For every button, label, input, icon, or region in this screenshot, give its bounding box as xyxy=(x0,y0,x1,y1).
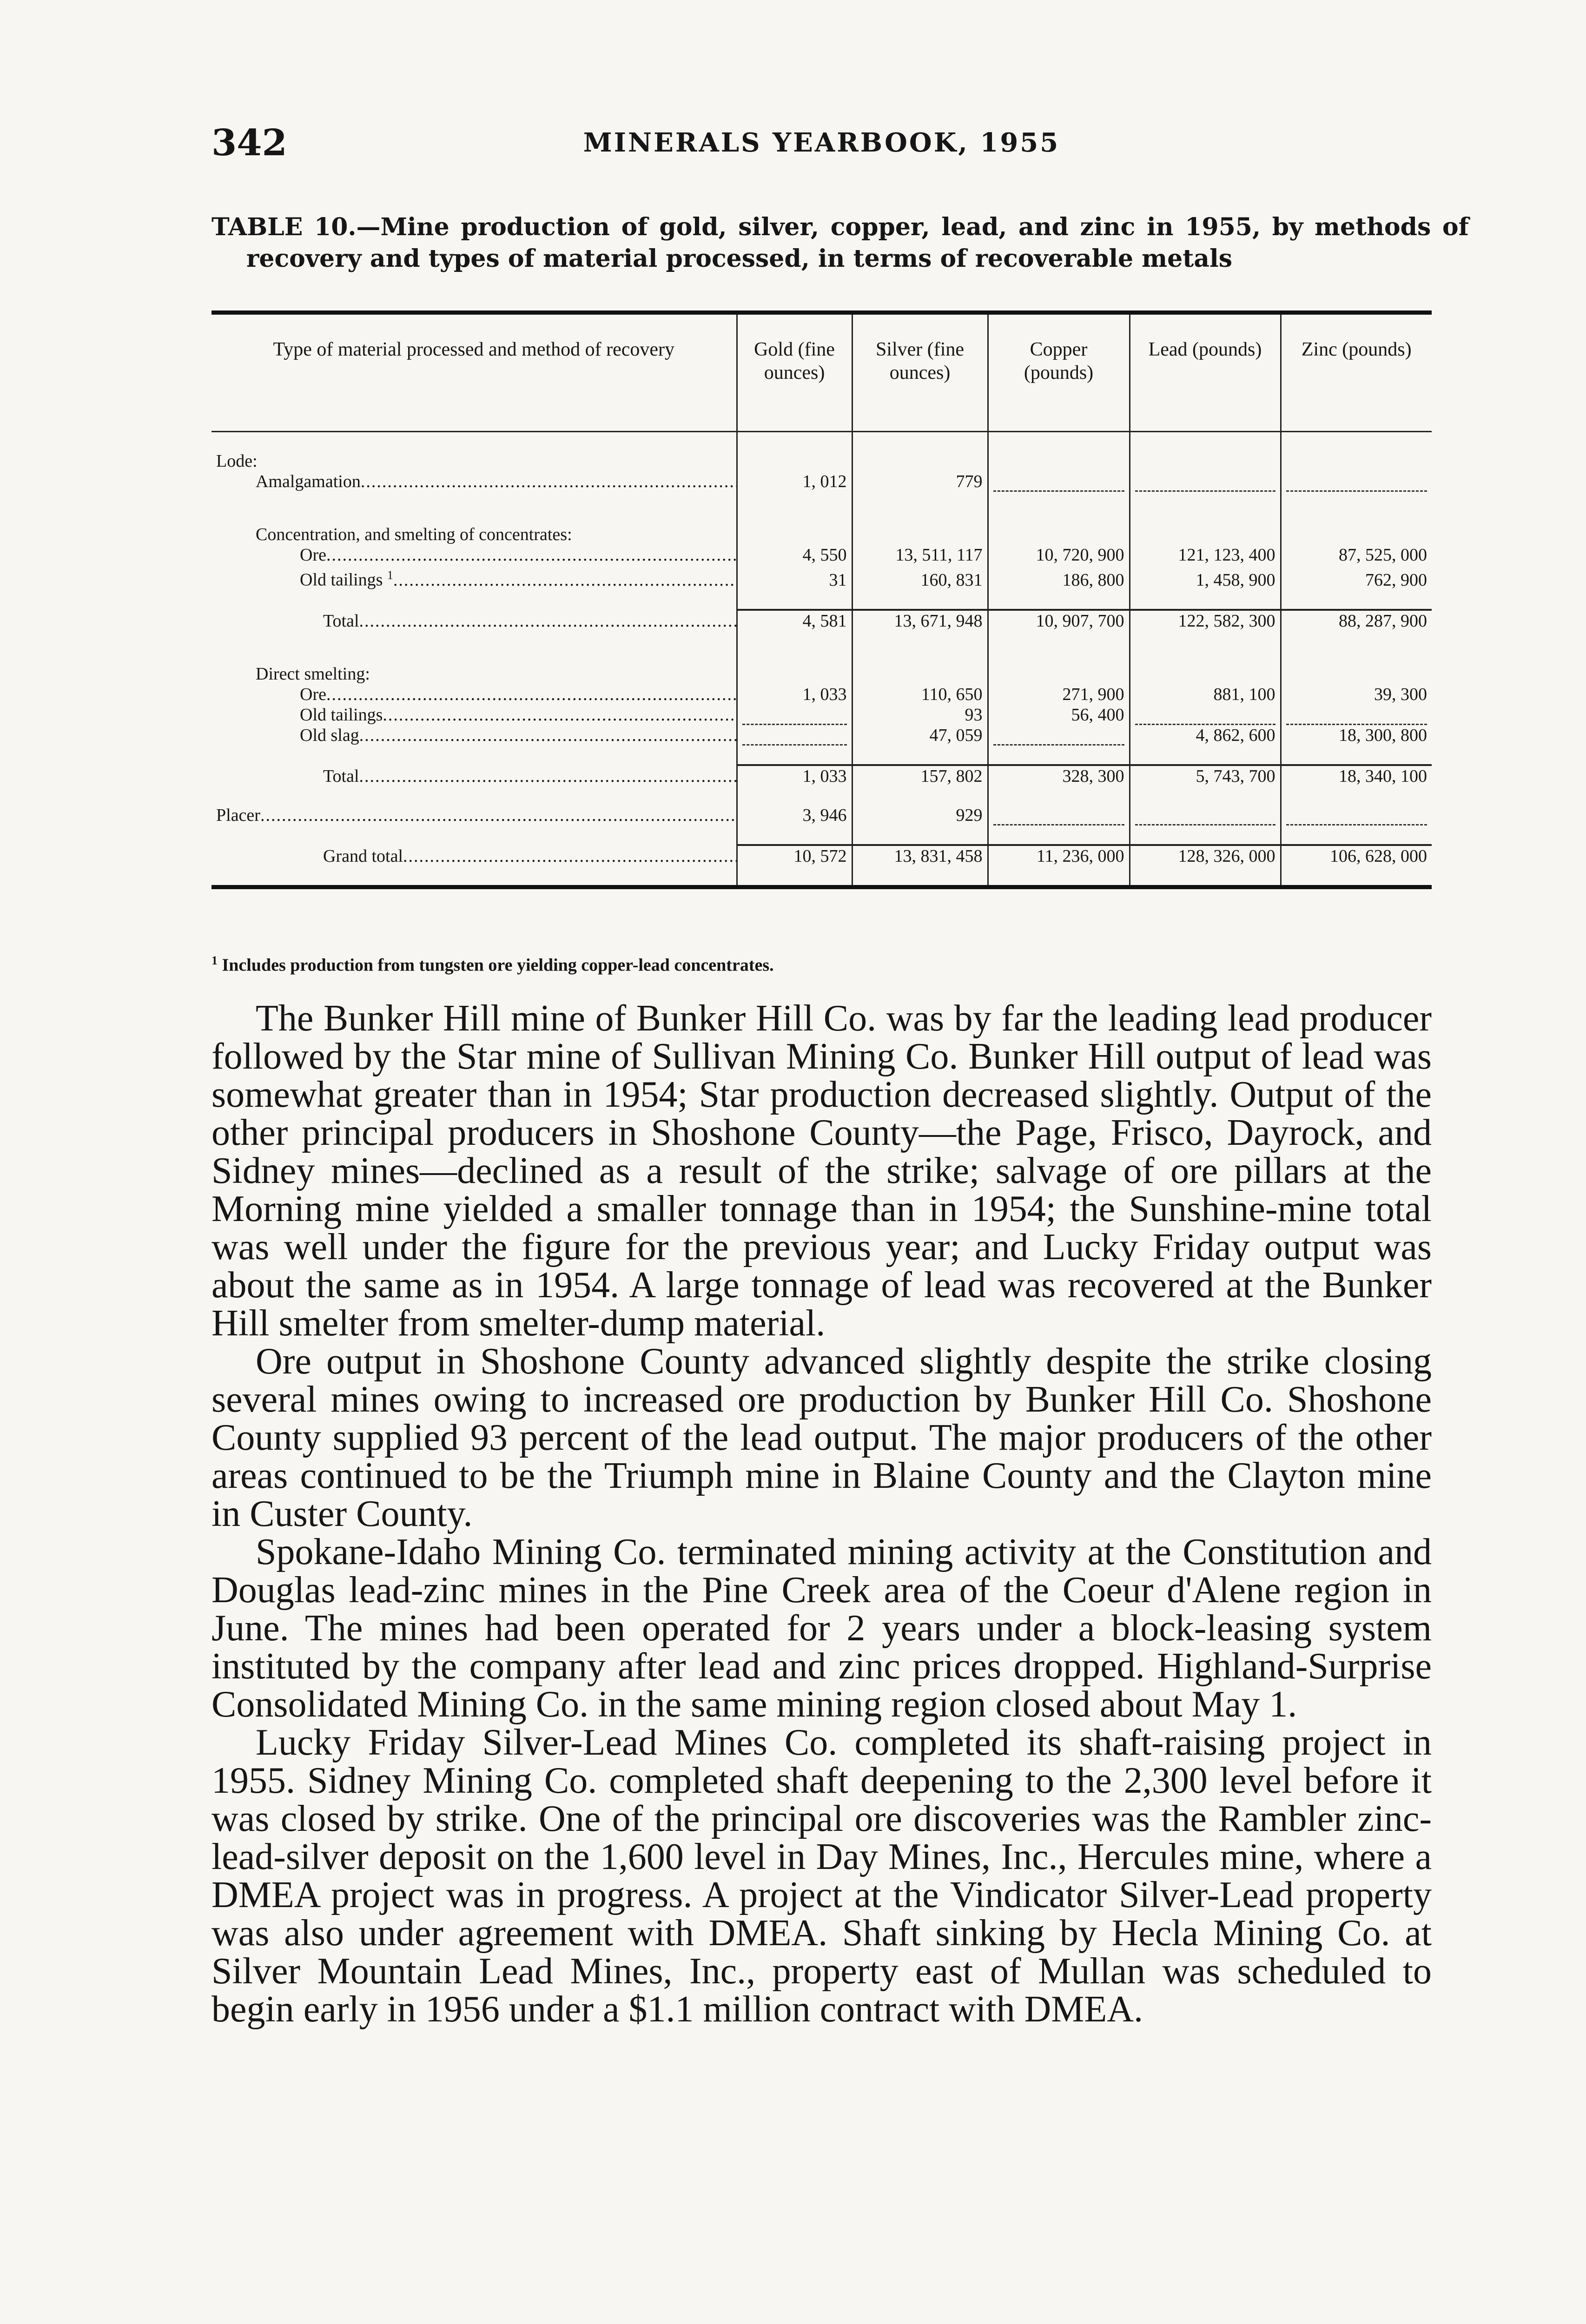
table-cell: 271, 900 xyxy=(988,684,1130,705)
table-cell xyxy=(988,805,1130,825)
table-cell xyxy=(988,725,1130,746)
table-cell: 4, 581 xyxy=(737,610,852,631)
table-cell: 128, 326, 000 xyxy=(1130,845,1281,866)
table-cell: 11, 236, 000 xyxy=(988,845,1130,866)
table-row xyxy=(211,684,1432,705)
row-label: Ore ..... xyxy=(211,545,737,565)
table-cell: 56, 400 xyxy=(988,705,1130,725)
body-text xyxy=(211,999,1432,2028)
running-title: MINERALS YEARBOOK, 1955 xyxy=(583,127,1060,158)
column-header: Gold (fine ounces) xyxy=(737,315,852,432)
table-cell: 1, 012 xyxy=(737,471,852,492)
table-cell: 157, 802 xyxy=(852,765,988,786)
table-cell: 160, 831 xyxy=(852,565,988,590)
table-cell: 10, 907, 700 xyxy=(988,610,1130,631)
section-label: Concentration, and smelting of concentrates: xyxy=(256,525,572,544)
table-cell: 18, 300, 800 xyxy=(1281,725,1432,746)
table-row xyxy=(211,524,1432,545)
table-cell: 13, 511, 117 xyxy=(852,545,988,565)
table-cell: 93 xyxy=(852,705,988,725)
table-row xyxy=(211,451,1432,471)
total-row xyxy=(211,765,1432,786)
column-header: Zinc (pounds) xyxy=(1281,315,1432,432)
table-cell: 122, 582, 300 xyxy=(1130,610,1281,631)
table-cell: 31 xyxy=(737,565,852,590)
table-cell: 47, 059 xyxy=(852,725,988,746)
table-row xyxy=(211,471,1432,492)
table-row xyxy=(211,565,1432,590)
table-row xyxy=(211,725,1432,746)
table-row xyxy=(211,705,1432,725)
row-label: Placer ..... xyxy=(211,805,737,825)
section-label: Lode: xyxy=(216,451,258,471)
table-cell: 39, 300 xyxy=(1281,684,1432,705)
table-cell: 88, 287, 900 xyxy=(1281,610,1432,631)
table-cell xyxy=(1281,471,1432,492)
table-row xyxy=(211,545,1432,565)
table-cell: 1, 458, 900 xyxy=(1130,565,1281,590)
table-cell xyxy=(988,471,1130,492)
row-label: Ore ..... xyxy=(211,684,737,705)
table-cell: 5, 743, 700 xyxy=(1130,765,1281,786)
table-cell xyxy=(1281,705,1432,725)
footnote-mark: 1 xyxy=(211,954,218,967)
row-label: Old slag ..... xyxy=(211,725,737,746)
table-cell: 18, 340, 100 xyxy=(1281,765,1432,786)
table-cell xyxy=(1130,805,1281,825)
table-cell: 10, 720, 900 xyxy=(988,545,1130,565)
table-cell: 4, 550 xyxy=(737,545,852,565)
grand-total-row xyxy=(211,845,1432,866)
table-cell xyxy=(737,705,852,725)
row-label: Grand total ..... xyxy=(211,845,737,866)
table-caption: TABLE 10.—Mine production of gold, silver, copper, lead, and zinc in 1955, by methods of recovery and types of material processed, in terms of recoverable metals xyxy=(211,213,1469,273)
table-cell: 929 xyxy=(852,805,988,825)
table-footnote xyxy=(211,954,1432,976)
table-cell: 87, 525, 000 xyxy=(1281,545,1432,565)
table-cell xyxy=(737,725,852,746)
page-number: 342 xyxy=(211,122,287,164)
running-head xyxy=(211,122,1432,164)
column-header: Silver (fine ounces) xyxy=(852,315,988,432)
table-cell: 762, 900 xyxy=(1281,565,1432,590)
table-cell: 121, 123, 400 xyxy=(1130,545,1281,565)
table-cell: 1, 033 xyxy=(737,684,852,705)
total-row xyxy=(211,610,1432,631)
footnote-mark: 1 xyxy=(387,568,393,582)
table-row xyxy=(211,664,1432,684)
row-label: Old tailings $^1$ ..... xyxy=(211,565,737,590)
paragraph: Spokane-Idaho Mining Co. terminated mining activity at the Constitution and Douglas lead-zinc mines in the Pine Creek area of the Coeur d'Alene region in June. The mines had been operated for 2 years under a block-leasing system instituted by the company after lead and zinc prices dropped. Highland-Surprise Consolidated Mining Co. in the same mining region closed about May 1. xyxy=(211,1532,1432,1725)
row-label: Total ..... xyxy=(211,610,737,631)
table-cell: 881, 100 xyxy=(1130,684,1281,705)
table-header-row xyxy=(211,315,1432,432)
table-row xyxy=(211,805,1432,825)
table-cell: 3, 946 xyxy=(737,805,852,825)
table-cell: 110, 650 xyxy=(852,684,988,705)
paragraph: The Bunker Hill mine of Bunker Hill Co. was by far the leading lead producer followed by the Star mine of Sullivan Mining Co. Bunker Hill output of lead was somewhat greater than in 1954; Star production decreased slightly. Output of the other principal producers in Shoshone County—the Page, Frisco, Dayrock, and Sidney mines—declined as a result of the strike; salvage of ore pillars at the Morning mine yielded a smaller tonnage than in 1954; the Sunshine-mine total was well under the figure for the previous year; and Lucky Friday output was about the same as in 1954. A large tonnage of lead was recovered at the Bunker Hill smelter from smelter-dump material. xyxy=(211,998,1432,1344)
production-table xyxy=(211,310,1432,889)
table-cell xyxy=(1130,705,1281,725)
paragraph: Ore output in Shoshone County advanced slightly despite the strike closing several mines owing to increased ore production by Bunker Hill Co. Shoshone County supplied 93 percent of the lead output. The major producers of the other areas continued to be the Triumph mine in Blaine County and the Clayton mine in Custer County. xyxy=(211,1341,1432,1534)
table-cell: 13, 831, 458 xyxy=(852,845,988,866)
table-cell xyxy=(1281,805,1432,825)
paragraph: Lucky Friday Silver-Lead Mines Co. completed its shaft-raising project in 1955. Sidney Mining Co. completed shaft deepening to the 2,300 level before it was closed by strike. One of the principal ore discoveries was the Rambler zinc-lead-silver deposit on the 1,600 level in Day Mines, Inc., Hercules mine, where a DMEA project was in progress. A project at the Vindicator Silver-Lead property was also under agreement with DMEA. Shaft sinking by Hecla Mining Co. at Silver Mountain Lead Mines, Inc., property east of Mullan was scheduled to begin early in 1956 under a $1.1 million contract with DMEA. xyxy=(211,1722,1432,2030)
table-cell: 1, 033 xyxy=(737,765,852,786)
table-cell: 10, 572 xyxy=(737,845,852,866)
table-cell: 13, 671, 948 xyxy=(852,610,988,631)
column-header: Lead (pounds) xyxy=(1130,315,1281,432)
table-cell: 186, 800 xyxy=(988,565,1130,590)
row-label: Amalgamation ..... xyxy=(211,471,737,492)
column-header: Copper (pounds) xyxy=(988,315,1130,432)
table-cell: 4, 862, 600 xyxy=(1130,725,1281,746)
table-cell: 328, 300 xyxy=(988,765,1130,786)
row-label: Old tailings ..... xyxy=(211,705,737,725)
footnote-text: Includes production from tungsten ore yielding copper-lead concentrates. xyxy=(222,955,774,975)
row-label: Total ..... xyxy=(211,765,737,786)
section-label: Direct smelting: xyxy=(256,664,370,684)
table-cell xyxy=(1130,471,1281,492)
table-cell: 106, 628, 000 xyxy=(1281,845,1432,866)
table-cell: 779 xyxy=(852,471,988,492)
column-header: Type of material processed and method of recovery xyxy=(211,315,737,432)
